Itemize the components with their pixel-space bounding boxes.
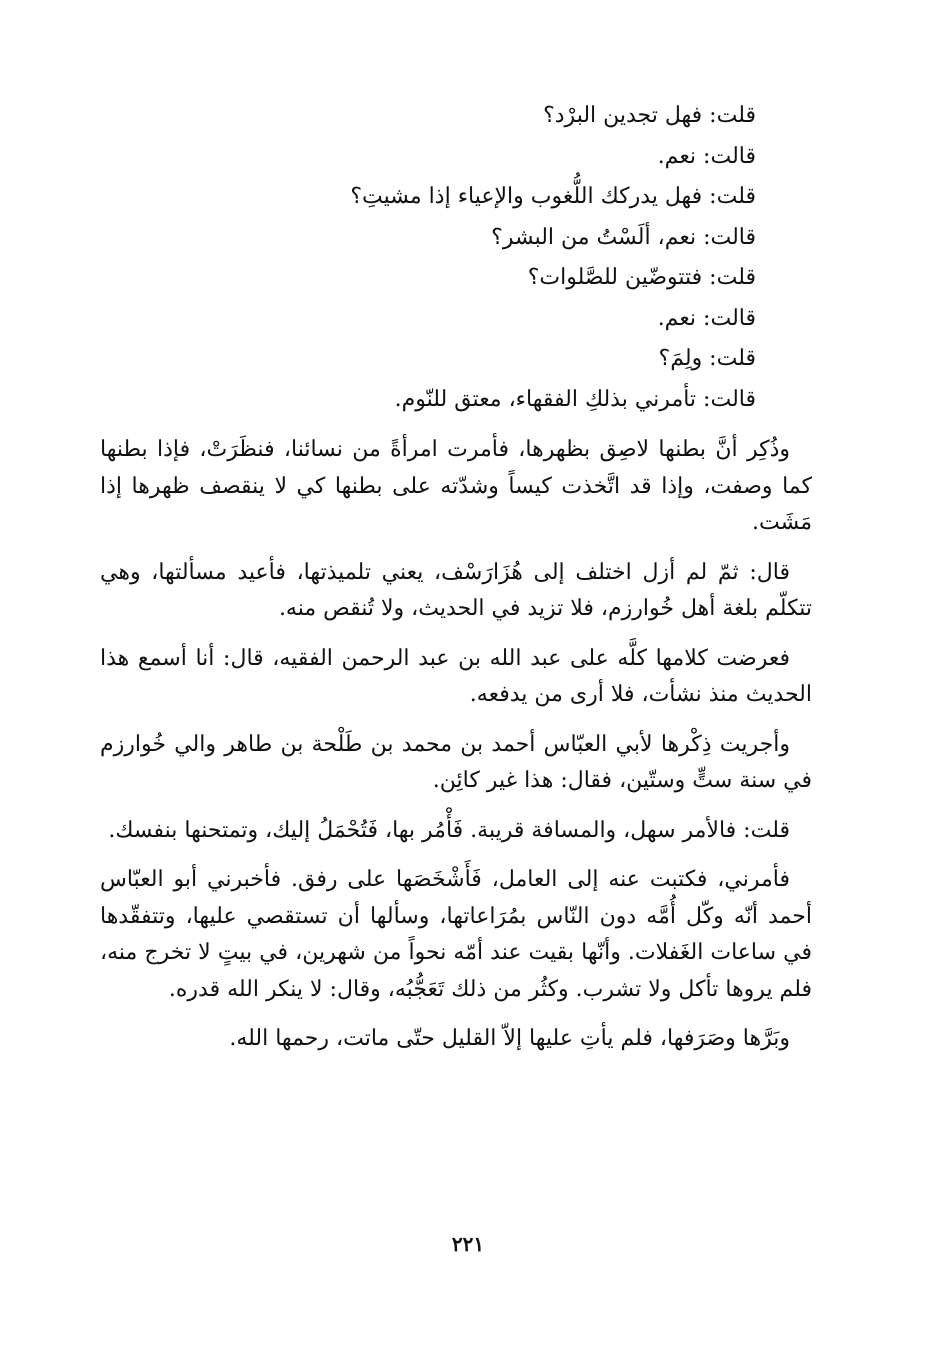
dialogue-line: قالت: نعم. <box>657 143 756 169</box>
paragraph: وذُكِر أنَّ بطنها لاصِق بظهرها، فأمرت امرأةً من نسائنا، فنظَرَتْ، فإذا بطنها كما وصفت، وإذا قد اتَّخذت كيساً وشدّته على بطنها كي لا ينقصف ظهرها إذا مَشَت. <box>100 437 812 535</box>
dialogue-line: قالت: نعم. <box>657 305 756 331</box>
dialogue-line: قلت: ولِمَ؟ <box>658 346 756 371</box>
dialogue-line: قالت: تأمرني بذلكِ الفقهاء، معتق للنّوم. <box>394 386 756 412</box>
paragraph: وبَرَّها وصَرَفها، فلم يأتِ عليها إلاّ القليل حتّى ماتت، رحمها الله. <box>229 1026 790 1051</box>
page-body <box>100 96 812 1058</box>
dialogue-line: قلت: فهل تجدين البرْد؟ <box>543 103 756 128</box>
page-number: ٢٢١ <box>451 1232 485 1256</box>
paragraph: قال: ثمّ لم أزل اختلف إلى هُزَارَسْف، يعني تلميذتها، فأعيد مسألتها، وهي تتكلّم بلغة أهل خُوارزم، فلا تزيد في الحديث، ولا تُنقص منه. <box>100 559 812 621</box>
paragraph: فأمرني، فكتبت عنه إلى العامل، فَأَشْخَصَها على رفق. فأخبرني أبو العبّاس أحمد أنّه وكّل أُمَّه دون النّاس بمُرَاعاتها، وسألها أن تستقصي عليها، وتتفقّدها في ساعات الغَفلات. وأنّها بقيت عند أمّه نحواً من شهرين، في بيتٍ لا تخرج منه، فلم يروها تأكل ولا تشرب. وكثُر من ذلك تَعَجُّبُه، وقال: لا ينكر الله قدره. <box>100 867 812 1002</box>
dialogue-line: قالت: نعم، ألَسْتُ من البشر؟ <box>491 224 756 250</box>
paragraph: فعرضت كلامها كلَّه على عبد الله بن عبد الرحمن الفقيه، قال: أنا أسمع هذا الحديث منذ نشأت، فلا أرى من يدفعه. <box>100 645 812 707</box>
paragraph: وأجريت ذِكْرها لأبي العبّاس أحمد بن محمد بن طَلْحة بن طاهر والي خُوارزم في سنة ستٍّ وستّين، فقال: هذا غير كائِن. <box>100 731 812 793</box>
dialogue-line: قلت: فهل يدركك اللُّغوب والإعياء إذا مشيتِ؟ <box>350 184 756 209</box>
dialogue-block <box>100 96 812 420</box>
paragraph: قلت: فالأمر سهل، والمسافة قريبة. فَأْمُر بها، فَتُحْمَلُ إليك، وتمتحنها بنفسك. <box>108 817 790 843</box>
dialogue-line: قلت: فتتوضّين للصَّلوات؟ <box>527 265 756 290</box>
